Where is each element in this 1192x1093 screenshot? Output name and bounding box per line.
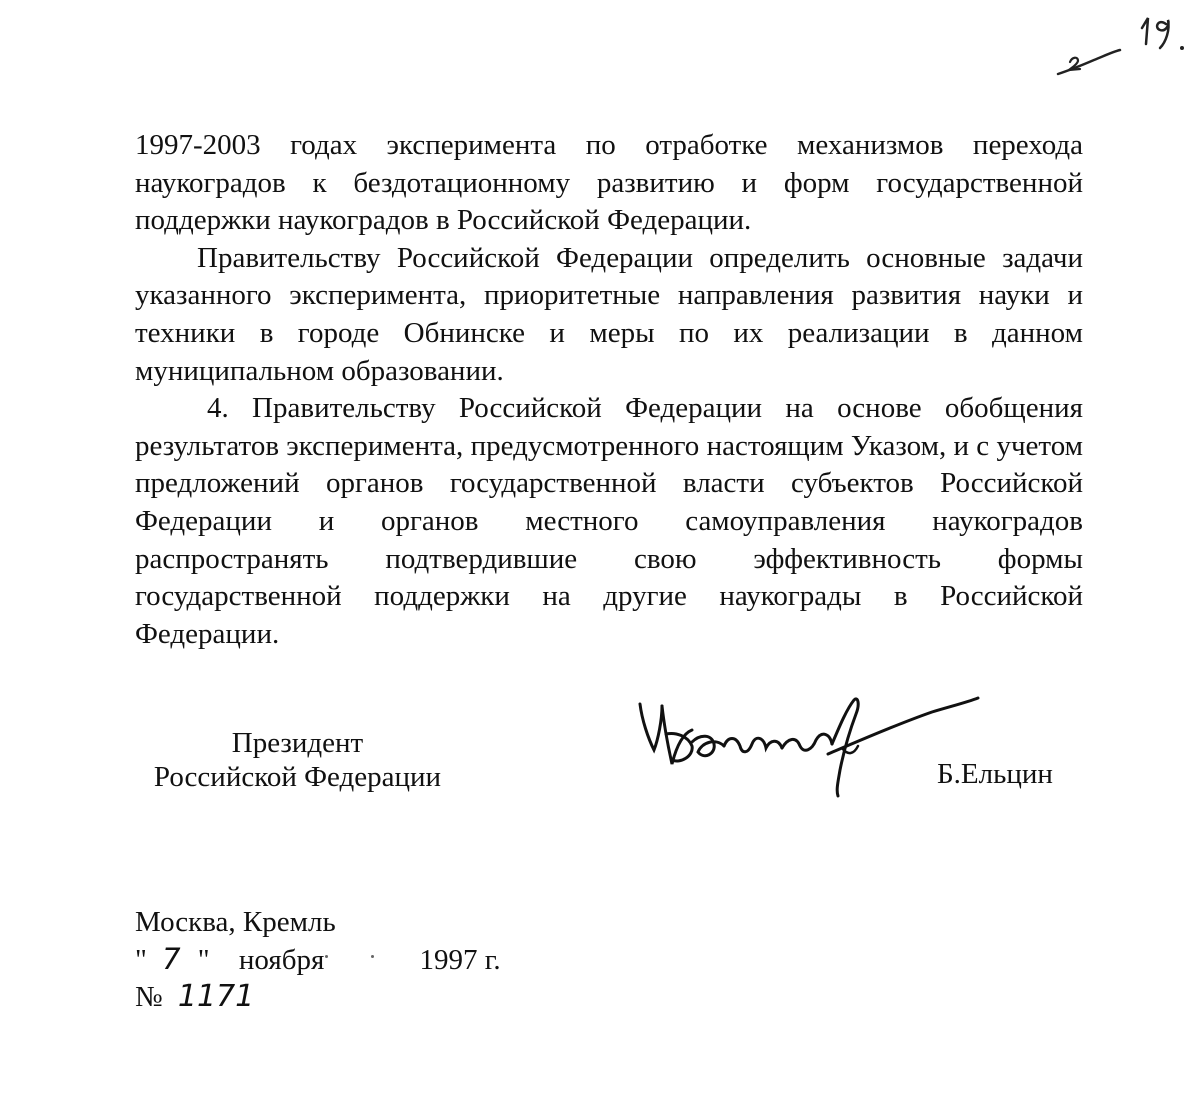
handwritten-page-number-icon bbox=[1050, 0, 1192, 90]
scan-speck bbox=[325, 955, 328, 958]
paragraph-government-tasks: Правительству Российской Федерации определить основные задачи указанного эксперимента, приоритетные направления развития науки и техники в городе Обнинске и меры по их реализации в данном муниципальном образовании. bbox=[135, 241, 1083, 387]
paragraph-item-4: 4. Правительству Российской Федерации на основе обобщения результатов эксперимента, предусмотренного настоящим Указом, и с учетом предложений органов государственной власти субъектов Российской Федерации и органов местного самоуправления наукоградов распространять подтвердившие свою эффективность формы государственной поддержки на другие наукограды в Российской Федерации. bbox=[135, 392, 1083, 650]
page-number-annotation bbox=[1050, 0, 1192, 90]
date-of-signing bbox=[135, 941, 501, 978]
place-of-signing: Москва, Кремль bbox=[135, 906, 336, 938]
date-year: 1997 г. bbox=[419, 944, 501, 976]
place-date-block bbox=[135, 904, 501, 1018]
signatory-title-line2: Российской Федерации bbox=[153, 761, 442, 793]
signatory-title-line1: Президент bbox=[231, 727, 364, 759]
date-open-quote: " bbox=[135, 944, 147, 976]
document-number bbox=[135, 978, 501, 1018]
document-body bbox=[135, 127, 1083, 653]
handwritten-signature-icon bbox=[632, 690, 984, 805]
scan-speck bbox=[371, 955, 374, 958]
signatory-title bbox=[140, 726, 455, 794]
signature-block bbox=[0, 690, 1192, 820]
date-month: ноября bbox=[238, 944, 325, 976]
paragraph-continuation: 1997-2003 годах эксперимента по отработке механизмов перехода наукоградов к бездотационному развитию и форм государственной поддержки наукоградов в Российской Федерации. bbox=[135, 129, 1083, 237]
signer-name: Б.Ельцин bbox=[937, 758, 1053, 790]
number-value: 1171 bbox=[177, 979, 255, 1014]
date-close-quote: " bbox=[197, 944, 210, 976]
number-sign: № bbox=[135, 981, 163, 1013]
date-day: 7 bbox=[162, 942, 181, 976]
